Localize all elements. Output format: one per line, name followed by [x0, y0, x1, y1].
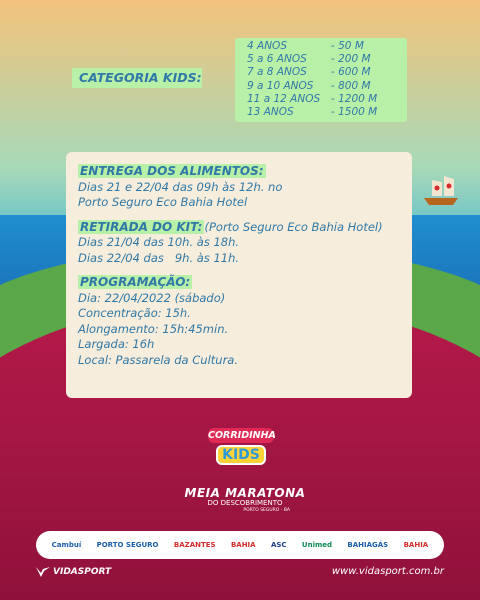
event-info-card: [66, 152, 412, 398]
logo-kids-bottom: KIDS: [216, 445, 266, 465]
kids-age: 5 a 6 ANOS: [247, 53, 307, 66]
kids-row: [247, 53, 395, 66]
kids-distance: - 800 M: [331, 79, 371, 92]
kit-pickup-place: (Porto Seguro Eco Bahia Hotel): [204, 219, 383, 234]
program-title: PROGRAMAÇÃO:: [80, 275, 191, 289]
kit-pickup-line: Dias 21/04 das 10h. às 18h.: [78, 235, 240, 249]
kit-pickup-title: RETIRADA DO KIT:: [80, 219, 203, 234]
sponsor-logo: Cambuí: [51, 541, 82, 549]
vidasport-mark-icon: [36, 567, 50, 577]
logo-kids-top: CORRIDINHA: [208, 430, 276, 441]
sponsor-logo: Unimed: [301, 541, 333, 549]
program-line: Alongamento: 15h:45min.: [78, 321, 229, 336]
sponsor-logo: ASC: [270, 541, 287, 549]
kids-age: 4 ANOS: [247, 40, 287, 52]
kit-pickup-line: Dias 22/04 das 9h. às 11h.: [78, 250, 240, 265]
kids-row: [247, 40, 395, 53]
meia-maratona-logo: [170, 486, 320, 513]
sponsor-logo: BAHIA: [230, 541, 256, 549]
kids-distance: - 1200 M: [331, 92, 378, 105]
kids-age: 9 a 10 ANOS: [247, 79, 314, 92]
kids-distance: - 600 M: [331, 66, 371, 79]
kit-pickup-heading: [78, 220, 400, 236]
program-line: Largada: 16h: [78, 337, 155, 351]
delivery-line: Porto Seguro Eco Bahia Hotel: [78, 195, 248, 209]
meia-title: MEIA MARATONA: [184, 486, 306, 500]
kids-age: 7 a 8 ANOS: [247, 66, 307, 79]
caravel-ship-icon: [420, 172, 462, 208]
sponsor-logo: PORTO SEGURO: [96, 541, 159, 549]
meia-subtitle: DO DESCOBRIMENTO: [207, 499, 283, 507]
corridinha-kids-logo: [208, 428, 274, 465]
kids-row: [247, 66, 395, 79]
sponsors-bar: [36, 531, 444, 559]
kids-distance: - 50 M: [331, 40, 364, 52]
program-line: Dia: 22/04/2022 (sábado): [78, 290, 226, 305]
vidasport-brand: VIDASPORT: [53, 567, 112, 577]
kids-distances-box: [235, 38, 407, 122]
program-line: Concentração: 15h.: [78, 306, 191, 320]
delivery-title: ENTREGA DOS ALIMENTOS:: [80, 164, 264, 178]
kids-distance: - 200 M: [331, 53, 371, 66]
kids-age: 13 ANOS: [247, 106, 294, 119]
website-link[interactable]: www.vidasport.com.br: [331, 566, 444, 577]
kids-row: [247, 80, 395, 93]
delivery-line: Dias 21 e 22/04 das 09h às 12h. no: [78, 179, 283, 194]
sponsor-logo: BAHIAGÁS: [347, 541, 389, 549]
vidasport-logo: [36, 567, 111, 577]
kids-age: 11 a 12 ANOS: [247, 92, 321, 105]
sponsor-logo: BAHIA: [403, 541, 429, 549]
kids-row: [247, 106, 395, 119]
category-kids-label: CATEGORIA KIDS:: [72, 68, 202, 88]
sponsor-logo: BAZANTES: [173, 541, 216, 549]
meia-place: PORTO SEGURO - BA: [243, 508, 290, 513]
kids-distance: - 1500 M: [331, 106, 378, 119]
kids-row: [247, 93, 395, 106]
program-line: Local: Passarela da Cultura.: [78, 352, 238, 367]
